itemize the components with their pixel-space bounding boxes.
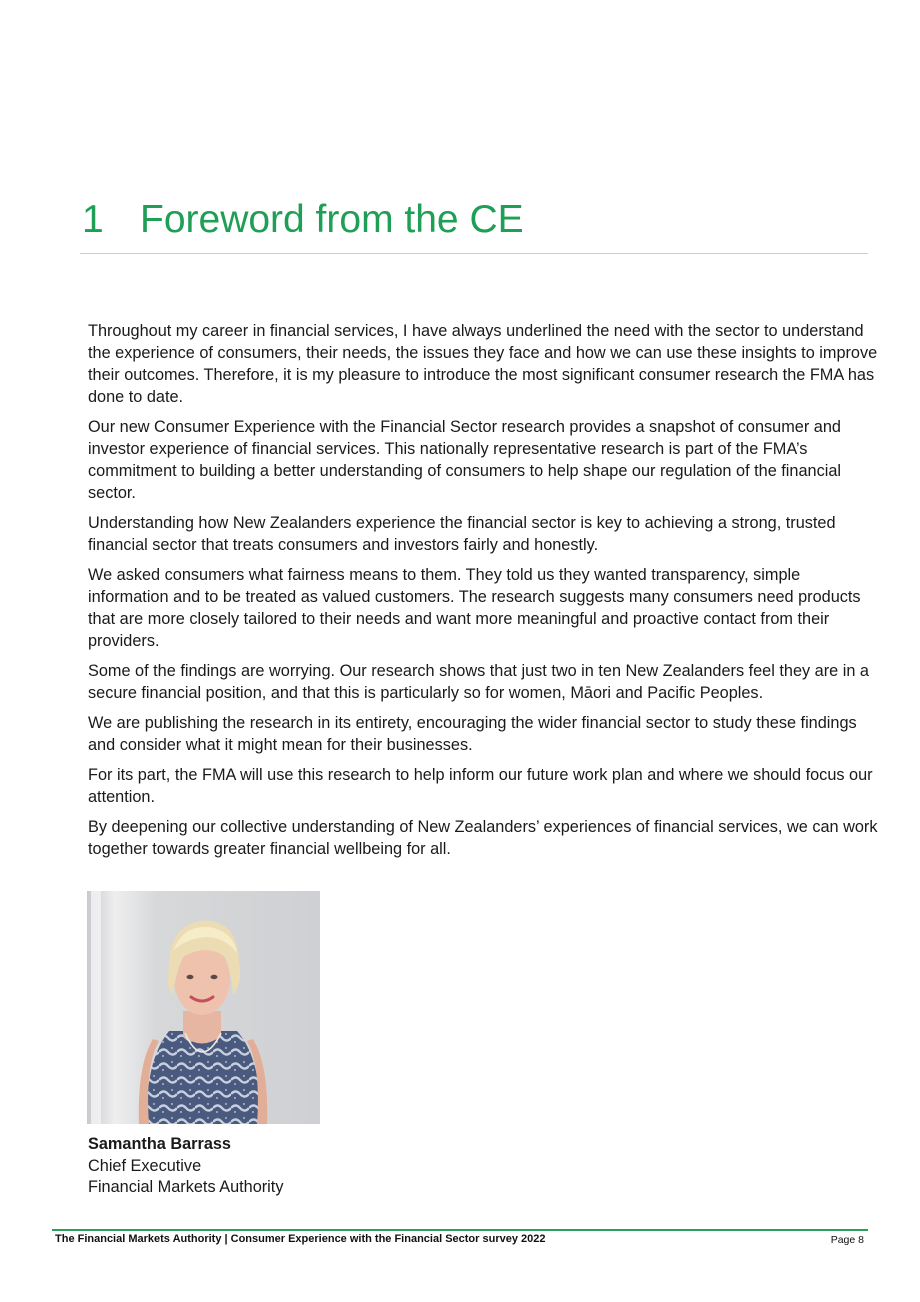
foreword-body bbox=[88, 320, 878, 868]
signatory-role: Chief Executive bbox=[88, 1156, 202, 1175]
footer-title: The Financial Markets Authority | Consumer Experience with the Financial Sector survey 2022 bbox=[55, 1233, 546, 1245]
page-number: Page 8 bbox=[830, 1234, 864, 1246]
signatory-name: Samantha Barrass bbox=[88, 1135, 231, 1153]
paragraph: Throughout my career in financial services, I have always underlined the need with the sector to understand the experience of consumers, their needs, the issues they face and how we can use these insights to improve their outcomes. Therefore, it is my pleasure to introduce the most significant consumer research the FMA has done to date. bbox=[88, 322, 878, 406]
signatory-organisation: Financial Markets Authority bbox=[88, 1178, 284, 1196]
heading-divider bbox=[80, 253, 868, 254]
footer-divider bbox=[52, 1229, 868, 1231]
paragraph: For its part, the FMA will use this research to help inform our future work plan and where we should focus our attention. bbox=[88, 766, 873, 806]
paragraph: By deepening our collective understanding of New Zealanders’ experiences of financial services, we can work together towards greater financial wellbeing for all. bbox=[88, 818, 878, 858]
paragraph: Our new Consumer Experience with the Financial Sector research provides a snapshot of consumer and investor experience of financial services. This nationally representative research is part of the FMA’s commitment to building a better understanding of consumers to help shape our regulation of the financial sector. bbox=[88, 418, 842, 502]
paragraph: Some of the findings are worrying. Our research shows that just two in ten New Zealanders feel they are in a secure financial position, and that this is particularly so for women, Māori and Pacific Peoples. bbox=[88, 662, 869, 702]
paragraph: We are publishing the research in its entirety, encouraging the wider financial sector to study these findings and consider what it might mean for their businesses. bbox=[88, 714, 857, 754]
paragraph: Understanding how New Zealanders experience the financial sector is key to achieving a strong, trusted financial sector that treats consumers and investors fairly and honestly. bbox=[88, 514, 836, 554]
signature-block bbox=[88, 1134, 283, 1199]
section-number: 1 bbox=[82, 198, 104, 241]
section-heading bbox=[82, 196, 524, 244]
paragraph: We asked consumers what fairness means to them. They told us they wanted transparency, simple information and to be treated as valued customers. The research suggests many consumers need products that are more closely tailored to their needs and want more meaningful and proactive contact from their providers. bbox=[88, 566, 861, 650]
portrait-photo bbox=[87, 891, 320, 1124]
section-title: Foreword from the CE bbox=[140, 198, 524, 241]
